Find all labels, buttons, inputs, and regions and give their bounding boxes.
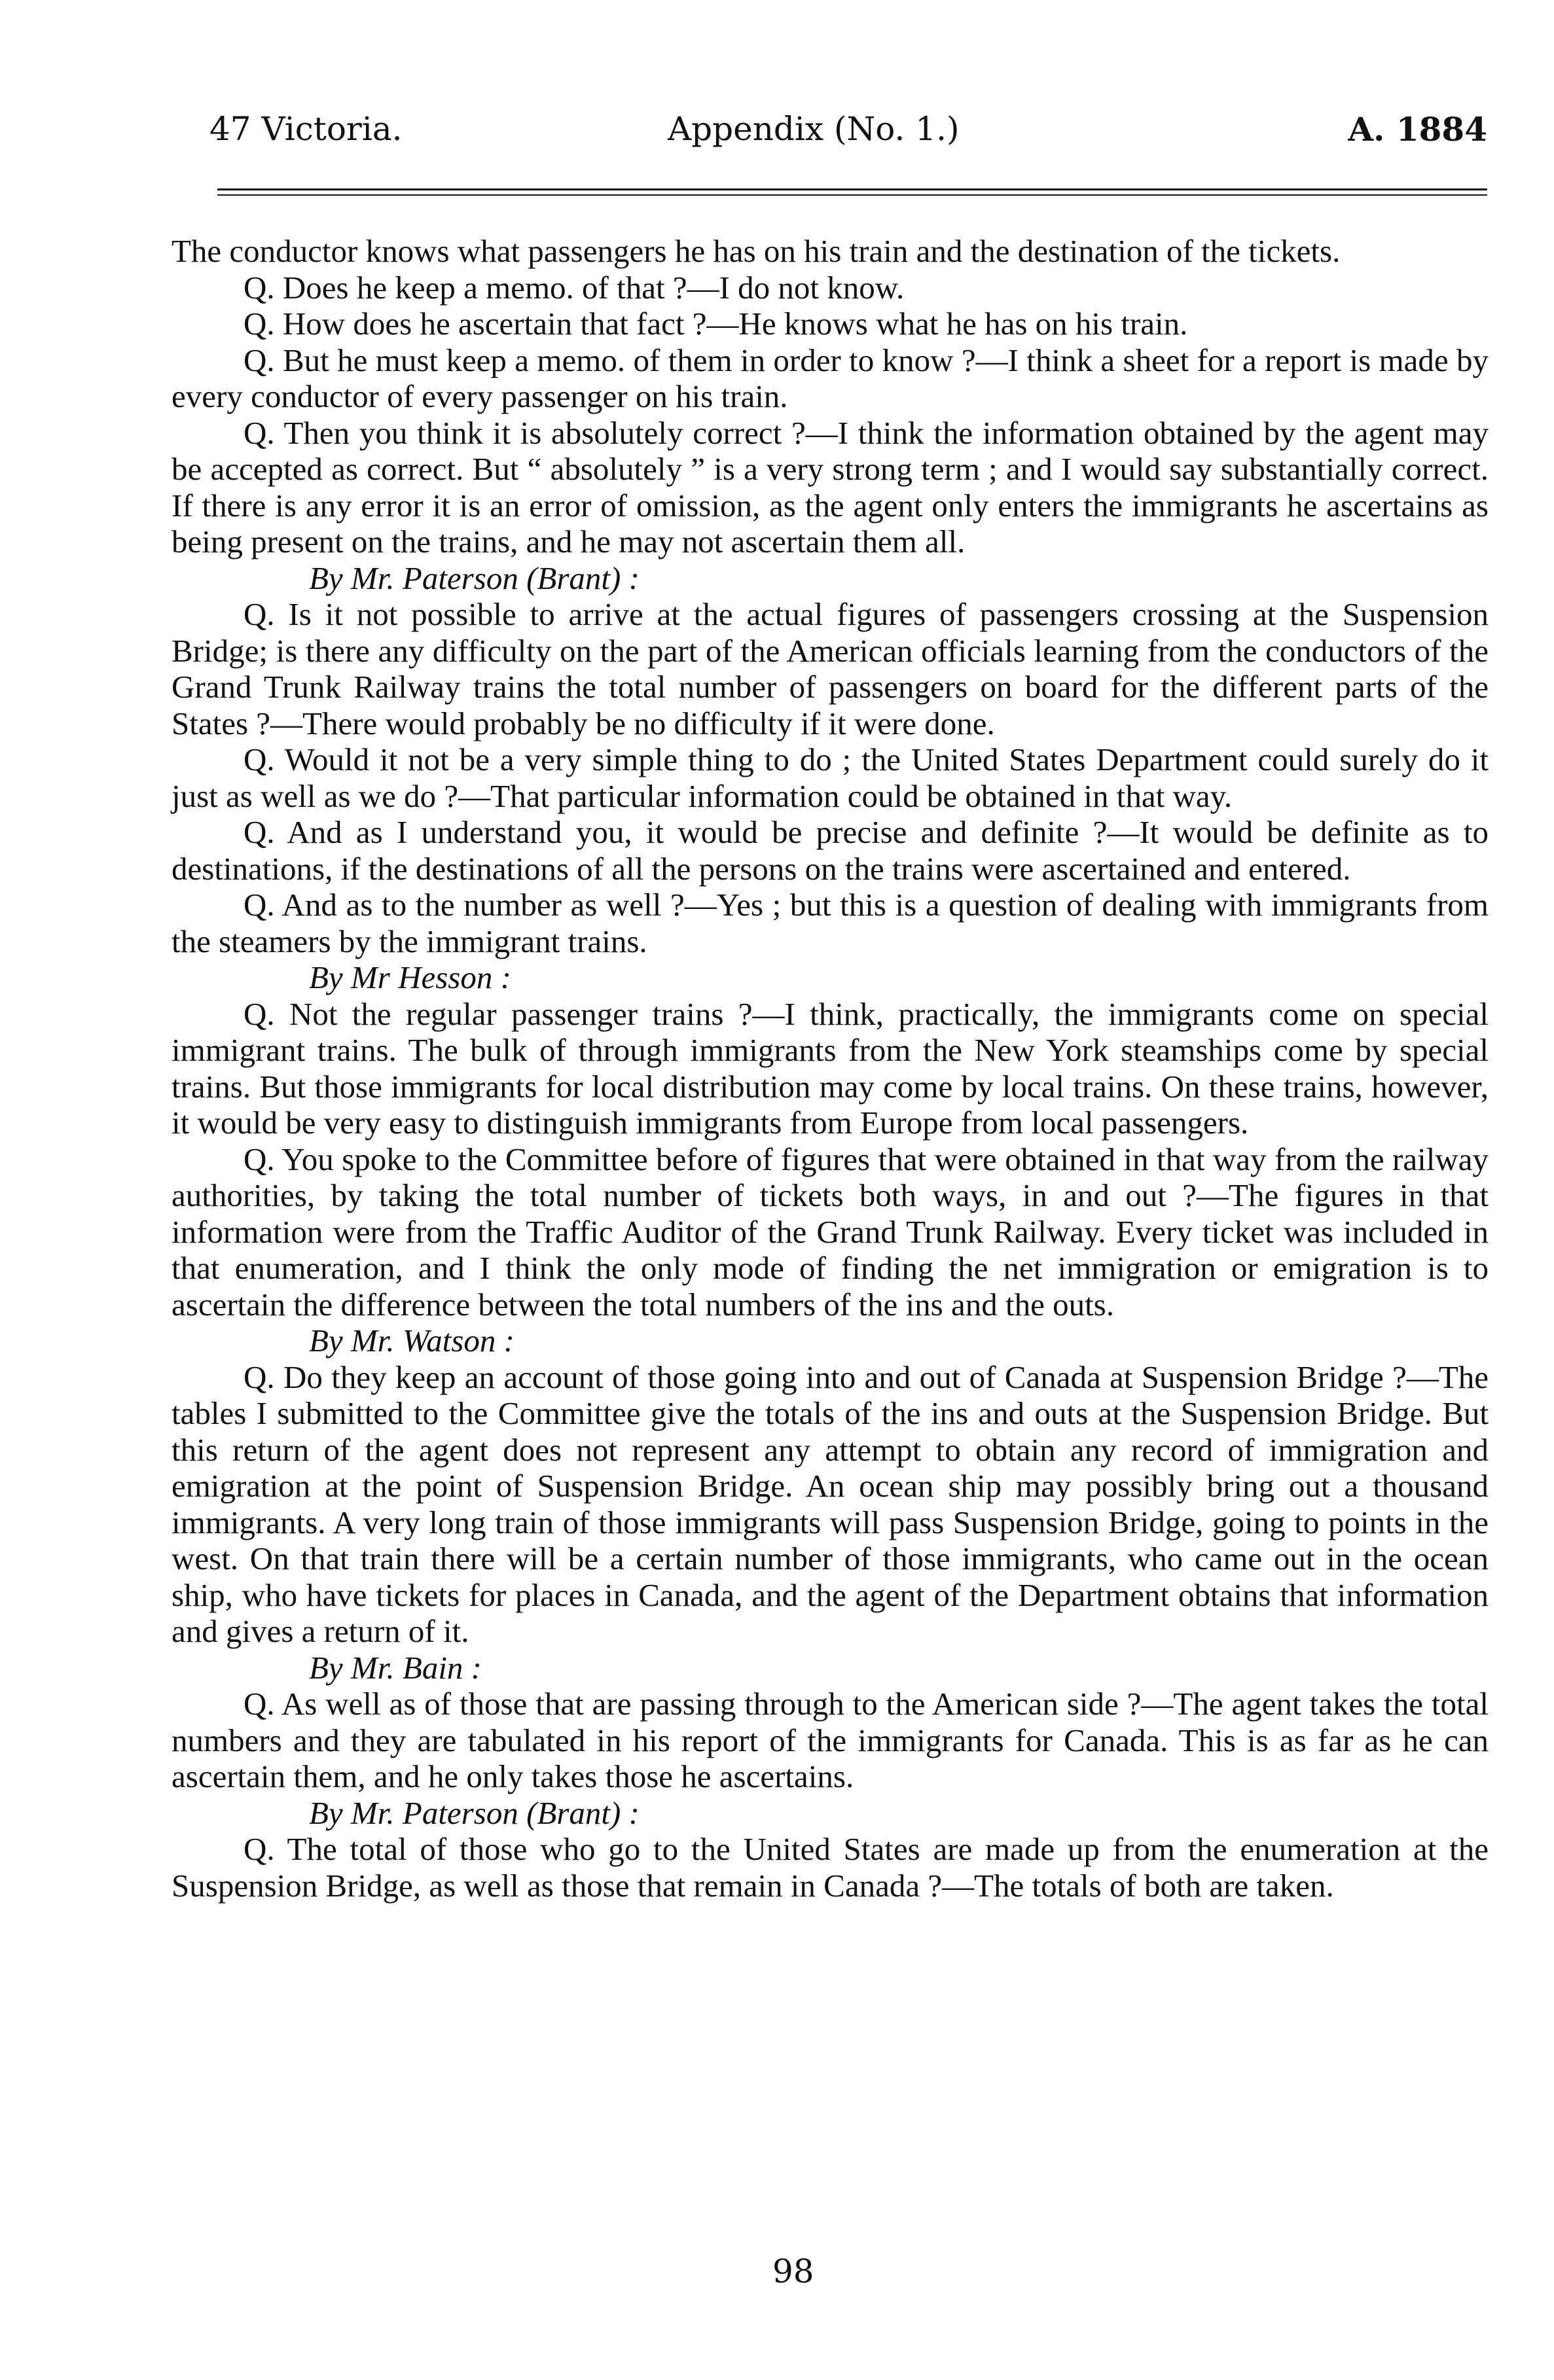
header-session: 47 Victoria. xyxy=(209,110,403,148)
testimony-body xyxy=(172,233,1489,1904)
paragraph-3: Q. But he must keep a memo. of them in order to know ?—I think a sheet for a report is made by every conductor of every passenger on his train. xyxy=(172,342,1489,414)
speaker-heading-paterson: By Mr. Paterson (Brant) : xyxy=(309,559,640,596)
paragraph-16: Q. As well as of those that are passing through to the American side ?—The agent takes the total numbers and they are tabulated in his report of the immigrants for Canada. This is as far as he can ascertain them, and he only takes those he ascertains. xyxy=(172,1686,1489,1794)
speaker-heading-bain: By Mr. Bain : xyxy=(309,1649,482,1686)
paragraph-0: The conductor knows what passengers he has on his train and the destination of the tickets. xyxy=(172,233,1341,269)
paragraph-14: Q. Do they keep an account of those going into and out of Canada at Suspension Bridge ?—The tables I submitted to the Committee give the totals of the ins and outs at the Suspension Bridge. But this return of the agent does not represent any attempt to obtain any record of immigration and emigration at the point of Suspension Bridge. An ocean ship may possibly bring out a thousand immigrants. A very long train of those immigrants will pass Suspension Bridge, going to points in the west. On that train there will be a certain number of those immigrants, who came out in the ocean ship, who have tickets for places in Canada, and the agent of the Department obtains that information and gives a return of it. xyxy=(172,1359,1489,1649)
speaker-heading-paterson-2: By Mr. Paterson (Brant) : xyxy=(309,1794,640,1831)
paragraph-11: Q. Not the regular passenger trains ?—I think, practically, the immigrants come on special immigrant trains. The bulk of through immigrants from the New York steamships come by special trains. But those immigrants for local distribution may come by local trains. On these trains, however, it would be very easy to distinguish immigrants from Europe from local passengers. xyxy=(172,995,1489,1141)
paragraph-4: Q. Then you think it is absolutely correct ?—I think the information obtained by the agent may be accepted as correct. But “ absolutely ” is a very strong term ; and I would say substantially correct. If there is any error it is an error of omission, as the agent only enters the immigrants he ascertains as being present on the trains, and he may not ascertain them all. xyxy=(172,414,1489,559)
header-year: A. 1884 xyxy=(1348,110,1487,149)
paragraph-7: Q. Would it not be a very simple thing to do ; the United States Department could surely do it just as well as we do ?—That particular information could be obtained in that way. xyxy=(172,741,1489,814)
header-rule-secondary xyxy=(217,194,1487,196)
paragraph-6: Q. Is it not possible to arrive at the actual figures of passengers crossing at the Suspension Bridge; is there any difficulty on the part of the American officials learning from the conductors of the Grand Trunk Railway trains the total number of passengers on board for the different parts of the States ?—There would probably be no difficulty if it were done. xyxy=(172,596,1489,741)
speaker-heading-watson: By Mr. Watson : xyxy=(309,1323,515,1359)
header-rule xyxy=(217,188,1487,190)
running-header xyxy=(209,110,1487,156)
paragraph-8: Q. And as I understand you, it would be precise and definite ?—It would be definite as to destinations, if the destinations of all the persons on the trains were ascertained and entered. xyxy=(172,814,1489,887)
paragraph-12: Q. You spoke to the Committee before of figures that were obtained in that way from the railway authorities, by taking the total number of tickets both ways, in and out ?—The figures in that information were from the Traffic Auditor of the Grand Trunk Railway. Every ticket was included in that enumeration, and I think the only mode of finding the net immigration or emigration is to ascertain the difference between the total numbers of the ins and the outs. xyxy=(172,1141,1489,1323)
paragraph-1: Q. Does he keep a memo. of that ?—I do not know. xyxy=(244,269,905,306)
header-appendix: Appendix (No. 1.) xyxy=(668,110,960,148)
paragraph-2: Q. How does he ascertain that fact ?—He knows what he has on his train. xyxy=(244,306,1188,342)
speaker-heading-hesson: By Mr Hesson : xyxy=(309,959,511,995)
page-number: 98 xyxy=(772,2252,814,2290)
paragraph-9: Q. And as to the number as well ?—Yes ; but this is a question of dealing with immigrants from the steamers by the immigrant trains. xyxy=(172,887,1489,959)
paragraph-18: Q. The total of those who go to the United States are made up from the enumeration at the Suspension Bridge, as well as those that remain in Canada ?—The totals of both are taken. xyxy=(172,1831,1489,1904)
